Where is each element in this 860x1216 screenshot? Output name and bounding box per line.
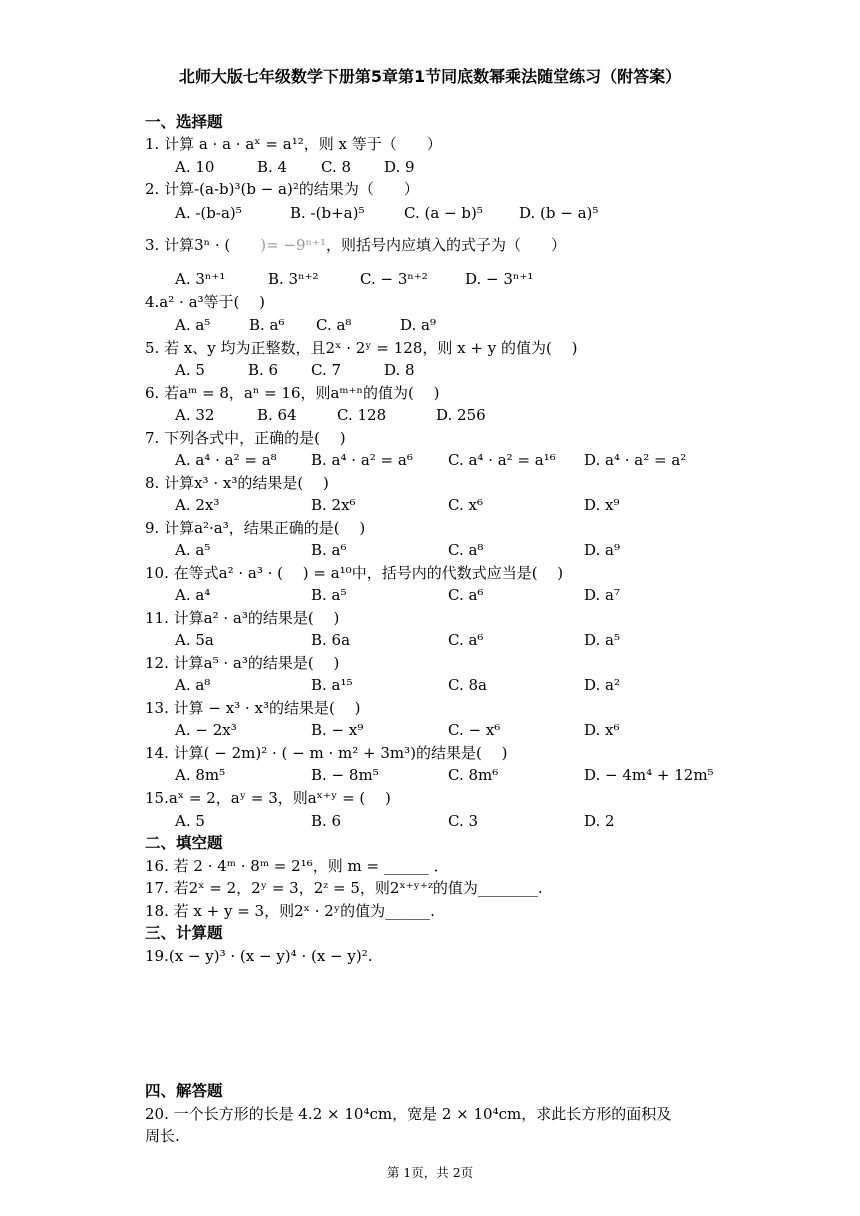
question-4-stem: 4.a² · a³等于( )	[145, 293, 266, 311]
section-heading-calculation: 三、计算题	[145, 924, 223, 942]
option-c: C. − x⁶	[448, 721, 501, 739]
option-c: C. (a − b)⁵	[404, 204, 483, 222]
option-b: B. 64	[257, 406, 297, 424]
option-d: D. a⁷	[584, 586, 620, 604]
option-b: B. − x⁹	[311, 721, 364, 739]
question-13-stem: 13. 计算 − x³ · x³的结果是( )	[145, 699, 361, 717]
section-heading-answer: 四、解答题	[145, 1082, 223, 1100]
question-3-faded-expression: )= −9ⁿ⁺¹	[230, 236, 327, 254]
option-d: D. 9	[384, 158, 415, 176]
option-c: C. x⁶	[448, 496, 483, 514]
section-heading-choice: 一、选择题	[145, 113, 223, 131]
question-3-stem-start: 3. 计算3ⁿ · (	[145, 236, 231, 254]
question-2-stem: 2. 计算-(a-b)³(b − a)²的结果为（ ）	[145, 180, 419, 198]
option-b: B. a⁶	[249, 316, 285, 334]
option-a: A. a⁵	[175, 316, 211, 334]
option-d: D. − 4m⁴ + 12m⁵	[584, 766, 714, 784]
option-c: C. a⁸	[316, 316, 352, 334]
option-c: C. 128	[337, 406, 387, 424]
option-a: A. 3ⁿ⁺¹	[175, 270, 226, 288]
option-a: A. 8m⁵	[175, 766, 226, 784]
question-5-stem: 5. 若 x、y 均为正整数，且2ˣ · 2ʸ = 128，则 x + y 的值为( )	[145, 339, 578, 357]
option-a: A. 10	[175, 158, 215, 176]
option-a: A. a⁸	[175, 676, 211, 694]
option-c: C. 8m⁶	[448, 766, 499, 784]
option-d: D. a⁹	[584, 541, 620, 559]
option-c: C. 3	[448, 812, 479, 830]
calculation-question-19: 19.(x − y)³ · (x − y)⁴ · (x − y)².	[145, 947, 373, 965]
question-15-stem: 15.aˣ = 2，aʸ = 3，则aˣ⁺ʸ = ( )	[145, 789, 391, 807]
question-6-stem: 6. 若aᵐ = 8，aⁿ = 16，则aᵐ⁺ⁿ的值为( )	[145, 384, 440, 402]
option-a: A. a⁴ · a² = a⁸	[175, 451, 277, 469]
fill-in-question-18: 18. 若 x + y = 3，则2ˣ · 2ʸ的值为______.	[145, 902, 435, 920]
option-b: B. a⁴ · a² = a⁶	[311, 451, 413, 469]
option-a: A. 2x³	[175, 496, 220, 514]
question-3-stem	[145, 235, 566, 255]
question-1-stem: 1. 计算 a · a · aˣ = a¹²，则 x 等于（ ）	[145, 135, 442, 153]
option-c: C. a⁴ · a² = a¹⁶	[448, 451, 556, 469]
question-11-stem: 11. 计算a² · a³的结果是( )	[145, 609, 340, 627]
option-c: C. a⁶	[448, 586, 484, 604]
option-a: A. − 2x³	[175, 721, 237, 739]
option-a: A. a⁵	[175, 541, 211, 559]
option-b: B. a¹⁵	[311, 676, 353, 694]
section-heading-fill-in: 二、填空题	[145, 834, 223, 852]
question-10-stem: 10. 在等式a² · a³ · ( ) = a¹⁰中，括号内的代数式应当是( )	[145, 564, 564, 582]
option-d: D. x⁹	[584, 496, 620, 514]
question-14-stem: 14. 计算( − 2m)² · ( − m · m² + 3m³)的结果是( )	[145, 744, 508, 762]
option-c: C. 8a	[448, 676, 487, 694]
option-d: D. − 3ⁿ⁺¹	[465, 270, 534, 288]
option-c: C. 8	[321, 158, 352, 176]
option-a: A. -(b-a)⁵	[175, 204, 242, 222]
option-a: A. 5	[175, 812, 205, 830]
option-d: D. 8	[384, 361, 415, 379]
page-footer: 第 1页，共 2页	[386, 1165, 474, 1180]
option-b: B. 2x⁶	[311, 496, 356, 514]
option-a: A. 5	[175, 361, 205, 379]
option-b: B. 4	[257, 158, 288, 176]
fill-in-question-17: 17. 若2ˣ = 2，2ʸ = 3，2ᶻ = 5，则2ˣ⁺ʸ⁺ᶻ的值为________.	[145, 879, 543, 897]
fill-in-question-16: 16. 若 2 · 4ᵐ · 8ᵐ = 2¹⁶，则 m = ______ ．	[145, 857, 449, 875]
option-c: C. a⁶	[448, 631, 484, 649]
option-c: C. 7	[311, 361, 342, 379]
option-d: D. (b − a)⁵	[519, 204, 599, 222]
option-b: B. -(b+a)⁵	[290, 204, 365, 222]
question-12-stem: 12. 计算a⁵ · a³的结果是( )	[145, 654, 340, 672]
question-3-stem-end: ，则括号内应填入的式子为（ ）	[326, 236, 567, 254]
option-c: C. a⁸	[448, 541, 484, 559]
option-b: B. a⁵	[311, 586, 347, 604]
option-d: D. a⁴ · a² = a²	[584, 451, 687, 469]
answer-question-20-line-1: 20. 一个长方形的长是 4.2 × 10⁴cm，宽是 2 × 10⁴cm，求此长方形的面积及	[145, 1105, 672, 1123]
option-a: A. 5a	[175, 631, 214, 649]
answer-question-20-line-2: 周长.	[145, 1127, 180, 1145]
option-b: B. 6	[248, 361, 279, 379]
option-a: A. a⁴	[175, 586, 211, 604]
option-b: B. 6a	[311, 631, 351, 649]
question-7-stem: 7. 下列各式中，正确的是( )	[145, 429, 346, 447]
option-b: B. − 8m⁵	[311, 766, 379, 784]
question-9-stem: 9. 计算a²·a³，结果正确的是( )	[145, 519, 366, 537]
question-8-stem: 8. 计算x³ · x³的结果是( )	[145, 474, 329, 492]
option-b: B. 3ⁿ⁺²	[268, 270, 319, 288]
option-d: D. a⁵	[584, 631, 620, 649]
option-b: B. a⁶	[311, 541, 347, 559]
option-d: D. 256	[436, 406, 486, 424]
option-d: D. 2	[584, 812, 615, 830]
option-a: A. 32	[175, 406, 215, 424]
option-c: C. − 3ⁿ⁺²	[360, 270, 428, 288]
page-title: 北师大版七年级数学下册第5章第1节同底数幂乘法随堂练习（附答案）	[178, 67, 682, 86]
option-b: B. 6	[311, 812, 342, 830]
option-d: D. x⁶	[584, 721, 620, 739]
option-d: D. a²	[584, 676, 620, 694]
option-d: D. a⁹	[400, 316, 436, 334]
